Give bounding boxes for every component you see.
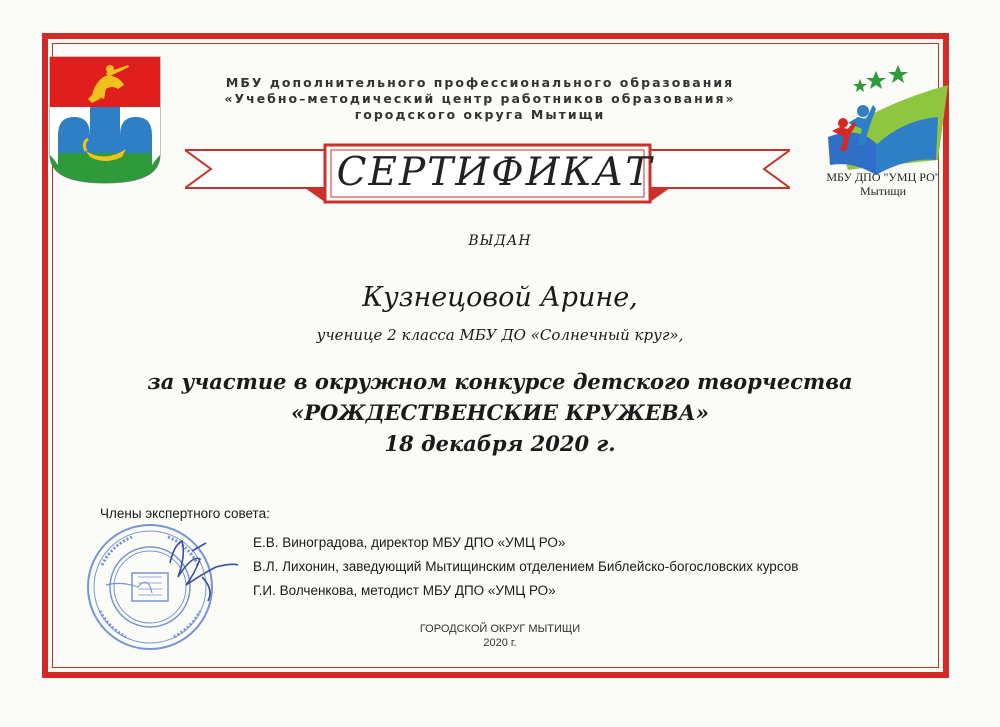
umc-logo-caption — [808, 170, 958, 198]
award-reason — [120, 366, 880, 459]
organization-header — [175, 75, 785, 123]
award-reason-line-2: «РОЖДЕСТВЕНСКИЕ КРУЖЕВА» — [291, 400, 709, 425]
official-stamp-icon — [82, 515, 242, 655]
council-member: Г.И. Волченкова, методист МБУ ДПО «УМЦ РО» — [253, 583, 556, 598]
umc-logo-caption-line-1: МБУ ДПО "УМЦ РО" — [826, 170, 940, 184]
issued-label: ВЫДАН — [468, 233, 532, 249]
council-title: Члены экспертного совета: — [100, 506, 270, 521]
certificate-title: СЕРТИФИКАТ — [336, 150, 654, 195]
council-members-list — [253, 531, 798, 603]
award-reason-line-1: за участие в окружном конкурсе детского творчества — [147, 369, 853, 394]
footer-year: 2020 г. — [483, 637, 517, 649]
recipient-description: ученице 2 класса МБУ ДО «Солнечный круг», — [316, 326, 684, 344]
coat-of-arms-icon — [48, 55, 162, 185]
recipient-name: Кузнецовой Арине, — [362, 282, 638, 313]
award-date: 18 декабря 2020 г. — [384, 431, 616, 456]
footer — [380, 622, 620, 650]
organization-line-2: «Учебно–методический центр работников образования» — [224, 91, 736, 106]
organization-line-3: городского округа Мытищи — [354, 107, 606, 122]
umc-logo-caption-line-2: Мытищи — [859, 184, 907, 198]
organization-line-1: МБУ дополнительного профессионального образования — [225, 75, 735, 90]
council-member: Е.В. Виноградова, директор МБУ ДПО «УМЦ РО» — [253, 535, 566, 550]
council-member: В.Л. Лихонин, заведующий Мытищинским отделением Библейско-богословских курсов — [253, 559, 799, 574]
footer-city: ГОРОДСКОЙ ОКРУГ МЫТИЩИ — [419, 623, 581, 635]
